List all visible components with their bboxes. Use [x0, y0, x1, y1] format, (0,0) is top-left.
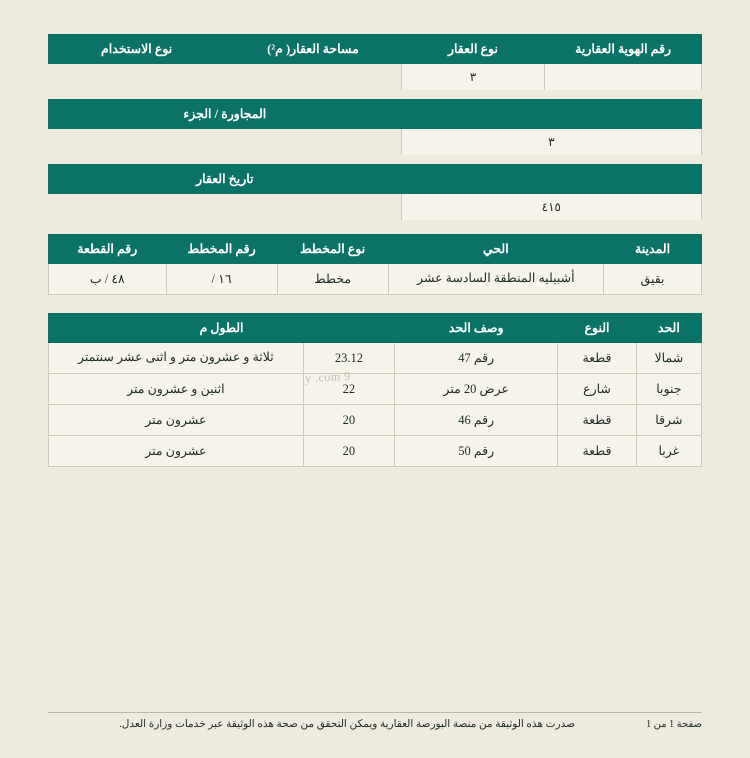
cell-boundary: شرقا	[636, 405, 701, 436]
table-row	[49, 194, 702, 221]
cell-boundary-type: شارع	[558, 374, 636, 405]
value-neighbour-left: ٣	[401, 129, 701, 156]
neighbour-block	[48, 99, 702, 155]
page-number: صفحة 1 من 1	[646, 718, 702, 730]
cell-boundary-description: عرض 20 متر	[395, 374, 558, 405]
property-identity-table	[48, 34, 702, 90]
table-row	[49, 264, 702, 295]
cell-plan-type: مخطط	[277, 264, 388, 295]
header-plan-type: نوع المخطط	[277, 235, 388, 264]
cell-plan-number: ١٦ /	[166, 264, 277, 295]
cell-boundary-length-text: عشرون متر	[49, 405, 304, 436]
value-property-area	[225, 64, 401, 91]
header-boundary-length: الطول م	[49, 314, 395, 343]
header-district: الحي	[388, 235, 603, 264]
cell-boundary-type: قطعة	[558, 343, 636, 374]
boundaries-block	[48, 313, 702, 467]
value-property-id	[545, 64, 702, 91]
table-row	[49, 129, 702, 156]
watermark-text: y .com 9	[304, 368, 351, 386]
property-history-block	[48, 164, 702, 220]
cell-boundary: غربا	[636, 436, 701, 467]
header-history-left	[401, 165, 701, 194]
header-property-id: رقم الهوية العقارية	[545, 35, 702, 64]
value-history-left: ٤١٥	[401, 194, 701, 221]
table-row	[49, 436, 702, 467]
cell-boundary-length-text: ثلاثة و عشرون متر و اثنى عشر سنتمتر	[49, 343, 304, 374]
location-block	[48, 234, 702, 295]
location-table	[48, 234, 702, 295]
table-row	[49, 64, 702, 91]
table-row	[49, 374, 702, 405]
header-parcel-number: رقم القطعة	[49, 235, 167, 264]
neighbour-table	[48, 99, 702, 155]
table-row	[49, 343, 702, 374]
header-property-area: مساحة العقار( م²)	[225, 35, 401, 64]
header-neighbour-left	[401, 100, 701, 129]
value-usage-type	[49, 64, 225, 91]
value-neighbour-part	[49, 129, 402, 156]
footer-note: صدرت هذه الوثيقة من منصة البورصة العقارية ويمكن التحقق من صحة هذه الوثيقة عبر خدمات وزارة العدل.	[119, 719, 575, 730]
table-header-row	[49, 235, 702, 264]
header-property-history: تاريخ العقار	[49, 165, 402, 194]
table-row	[49, 405, 702, 436]
table-header-row	[49, 314, 702, 343]
header-usage-type: نوع الاستخدام	[49, 35, 225, 64]
cell-boundary-length-numeric: 23.12	[303, 343, 394, 374]
cell-boundary-length-numeric: 20	[303, 436, 394, 467]
table-header-row	[49, 165, 702, 194]
property-identity-block	[48, 34, 702, 90]
cell-boundary: جنوبا	[636, 374, 701, 405]
table-header-row	[49, 35, 702, 64]
cell-boundary-type: قطعة	[558, 436, 636, 467]
cell-parcel-number: ٤٨ / ب	[49, 264, 167, 295]
value-property-history	[49, 194, 402, 221]
header-boundary-description: وصف الحد	[395, 314, 558, 343]
cell-boundary-description: رقم 47	[395, 343, 558, 374]
value-property-type: ٣	[401, 64, 545, 91]
table-header-row	[49, 100, 702, 129]
property-history-table	[48, 164, 702, 220]
page-footer	[48, 712, 702, 730]
header-neighbour-part: المجاورة / الجزء	[49, 100, 402, 129]
boundaries-table	[48, 313, 702, 467]
cell-city: بقيق	[604, 264, 702, 295]
cell-district: أشبيليه المنطقة السادسة عشر	[388, 264, 603, 295]
header-city: المدينة	[604, 235, 702, 264]
cell-boundary-description: رقم 46	[395, 405, 558, 436]
cell-boundary-length-numeric: 20	[303, 405, 394, 436]
header-plan-number: رقم المخطط	[166, 235, 277, 264]
cell-boundary-type: قطعة	[558, 405, 636, 436]
cell-boundary-length-text: اثنين و عشرون متر	[49, 374, 304, 405]
header-boundary: الحد	[636, 314, 701, 343]
header-property-type: نوع العقار	[401, 35, 545, 64]
header-boundary-type: النوع	[558, 314, 636, 343]
cell-boundary-description: رقم 50	[395, 436, 558, 467]
cell-boundary: شمالا	[636, 343, 701, 374]
cell-boundary-length-numeric: 22	[303, 374, 394, 405]
cell-boundary-length-text: عشرون متر	[49, 436, 304, 467]
